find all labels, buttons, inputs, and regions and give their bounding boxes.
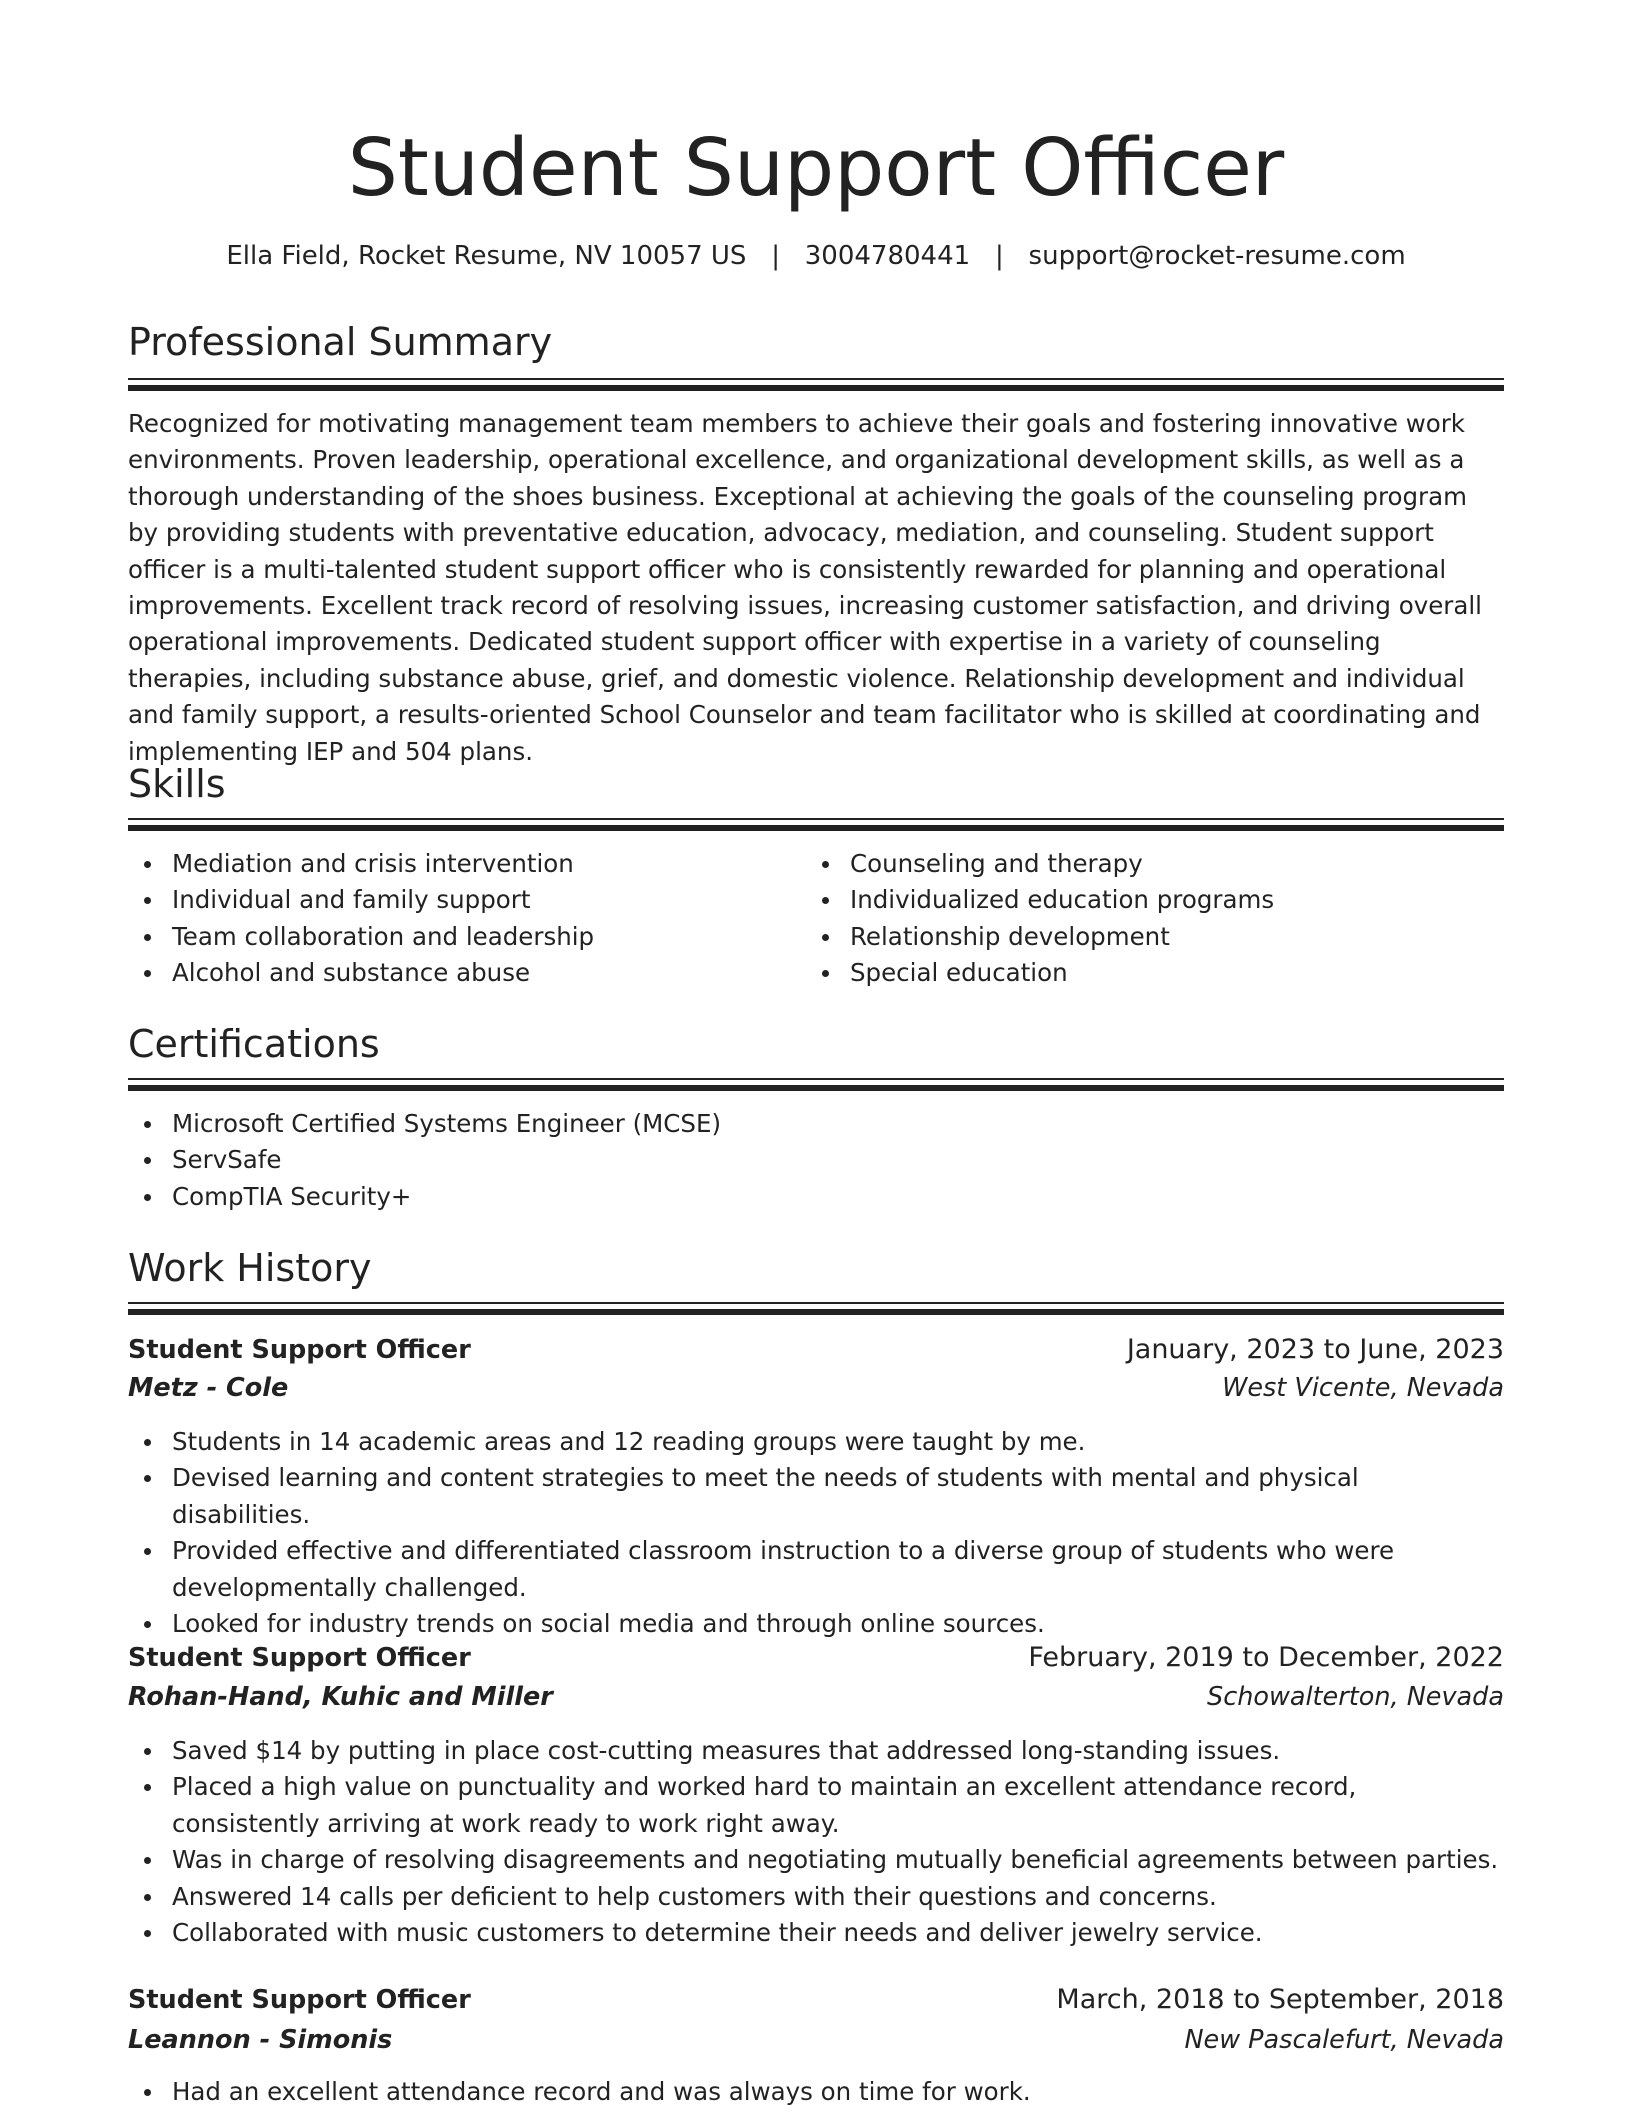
summary-text: Recognized for motivating management team members to achieve their goals and fostering innovative work environments. Proven leadership, operational excellence, and organizational development skills, as well as a thorough understanding of the shoes business. Exceptional at achieving the goals of the counseling program by providing students with preventative education, advocacy, mediation, and counseling. Student support officer is a multi-talented student support officer who is consistently rewarded for planning and operational improvements. Excellent track record of resolving issues, increasing customer satisfaction, and driving overall operational improvements. Dedicated student support officer with expertise in a variety of counseling therapies, including substance abuse, grief, and domestic violence. Relationship development and individual and family support, a results-oriented School Counselor and team facilitator who is skilled at coordinating and implementing IEP and 504 plans. <box>128 409 1482 766</box>
job-location: West Vicente, Nevada <box>1222 1373 1504 1403</box>
job-bullets <box>128 1424 1504 1642</box>
list-item: Placed a high value on punctuality and worked hard to maintain an excellent attendance record, consistently arriving at work ready to work right away. <box>172 1769 1504 1842</box>
job-dates: January, 2023 to June, 2023 <box>1126 1334 1504 1365</box>
list-item: Individual and family support <box>172 882 812 918</box>
list-item: Counseling and therapy <box>850 846 1504 882</box>
list-item: Individualized education programs <box>850 882 1504 918</box>
skills-list-right <box>806 846 1504 992</box>
list-item: ServSafe <box>172 1142 1504 1178</box>
work-heading: Work History <box>128 1246 372 1290</box>
certifications-heading: Certifications <box>128 1022 380 1066</box>
list-item: Was in charge of resolving disagreements and negotiating mutually beneficial agreements between parties. <box>172 1842 1504 1878</box>
list-item: Looked for industry trends on social media and through online sources. <box>172 1606 1504 1642</box>
contact-line <box>128 238 1504 274</box>
list-item: Devised learning and content strategies to meet the needs of students with mental and physical disabilities. <box>172 1460 1504 1533</box>
list-item: Mediation and crisis intervention <box>172 846 812 882</box>
contact-address: Ella Field, Rocket Resume, NV 10057 US <box>226 241 747 271</box>
job-title: Student Support Officer <box>128 1335 471 1365</box>
list-item: Special education <box>850 955 1504 991</box>
page-title: Student Support Officer <box>347 122 1285 214</box>
job-title: Student Support Officer <box>128 1985 471 2015</box>
certifications-list <box>128 1106 1504 1215</box>
job-company: Metz - Cole <box>128 1373 289 1403</box>
contact-email: support@rocket-resume.com <box>1028 241 1406 271</box>
job-location: Schowalterton, Nevada <box>1207 1682 1504 1712</box>
list-item: Microsoft Certified Systems Engineer (MCSE) <box>172 1106 1504 1142</box>
job-dates: February, 2019 to December, 2022 <box>1028 1642 1504 1673</box>
list-item: Collaborated with music customers to determine their needs and deliver jewelry service. <box>172 1915 1504 1951</box>
skills-list-left <box>128 846 812 992</box>
list-item: Alcohol and substance abuse <box>172 955 812 991</box>
list-item: Students in 14 academic areas and 12 reading groups were taught by me. <box>172 1424 1504 1460</box>
job-location: New Pascalefurt, Nevada <box>1184 2025 1504 2055</box>
list-item: CompTIA Security+ <box>172 1179 1504 1215</box>
job-company: Rohan-Hand, Kuhic and Miller <box>128 1682 553 1712</box>
section-divider <box>128 1078 1504 1092</box>
list-item: Team collaboration and leadership <box>172 919 812 955</box>
section-divider <box>128 1302 1504 1316</box>
job-dates: March, 2018 to September, 2018 <box>1056 1984 1504 2015</box>
summary-heading: Professional Summary <box>128 320 553 364</box>
job-bullets <box>128 2074 1504 2110</box>
list-item: Provided effective and differentiated classroom instruction to a diverse group of students who were developmentally challenged. <box>172 1533 1504 1606</box>
list-item: Relationship development <box>850 919 1504 955</box>
contact-phone: 3004780441 <box>804 241 971 271</box>
contact-separator: | <box>771 241 780 271</box>
list-item: Answered 14 calls per deficient to help customers with their questions and concerns. <box>172 1879 1504 1915</box>
job-title: Student Support Officer <box>128 1643 471 1673</box>
contact-separator: | <box>994 241 1004 271</box>
list-item: Had an excellent attendance record and was always on time for work. <box>172 2074 1504 2110</box>
skills-heading: Skills <box>128 762 226 806</box>
job-company: Leannon - Simonis <box>128 2025 393 2055</box>
list-item: Saved $14 by putting in place cost-cutting measures that addressed long-standing issues. <box>172 1733 1504 1769</box>
section-divider <box>128 378 1504 392</box>
job-bullets <box>128 1733 1504 1951</box>
section-divider <box>128 818 1504 832</box>
